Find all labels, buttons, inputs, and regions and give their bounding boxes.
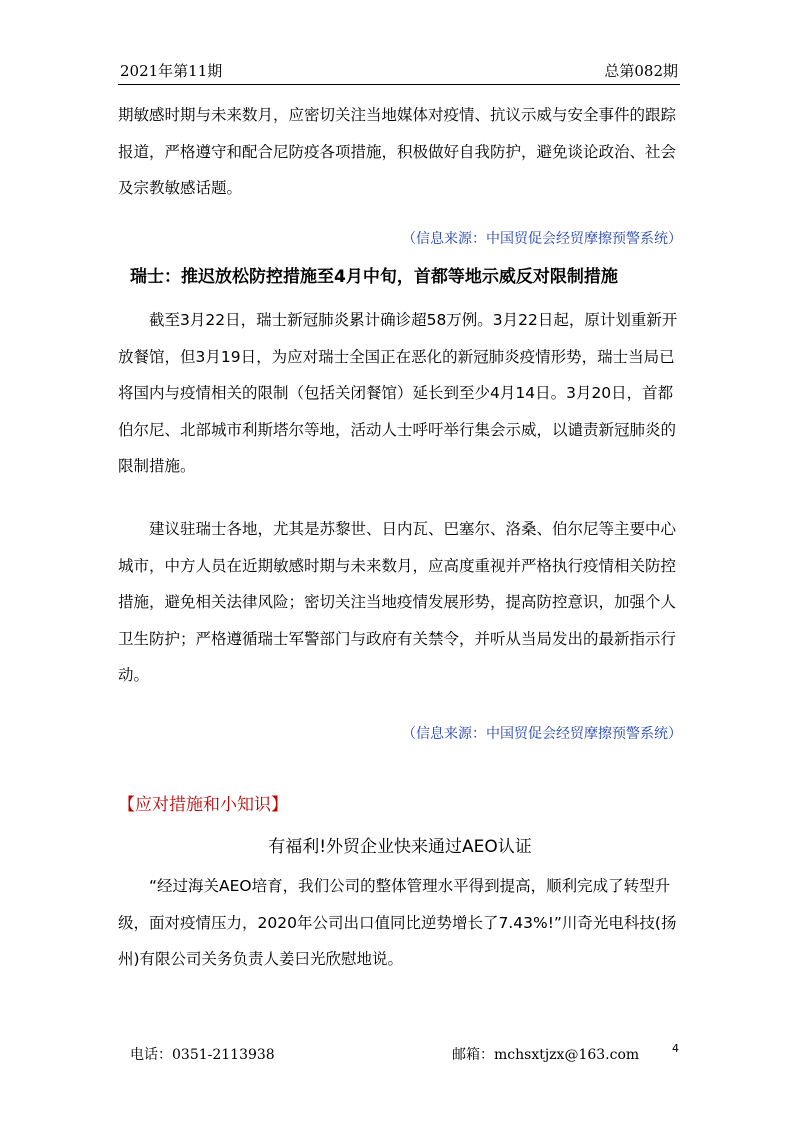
section-title-switzerland: 瑞士：推迟放松防控措施至4月中旬，首都等地示威反对限制措施 — [130, 267, 618, 287]
intro-paragraph: 期敏感时期与未来数月，应密切关注当地媒体对疫情、抗议示威与安全事件的跟踪报道，严格遵守和配合尼防疫各项措施，积极做好自我防护，避免谈论政治、社会及宗教敏感话题。 — [118, 106, 677, 197]
article-title: 有福利!外贸企业快来通过AEO认证 — [268, 837, 532, 857]
article-paragraph: “经过海关AEO培育，我们公司的整体管理水平得到提高，顺利完成了转型升级，面对疫情压力，2020年公司出口值同比逆势增长了7.43%!”川奇光电科技(扬州)有限公司关务负责人姜曰光欣慰地说。 — [118, 877, 677, 968]
page-header — [118, 58, 680, 85]
page-number: 4 — [672, 1042, 679, 1055]
source-note-1: （信息来源：中国贸促会经贸摩擦预警系统） — [402, 231, 682, 247]
swiss-paragraph-1: 截至3月22日，瑞士新冠肺炎累计确诊超58万例。3月22日起，原计划重新开放餐馆，但3月19日，为应对瑞士全国正在恶化的新冠肺炎疫情形势，瑞士当局已将国内与疫情相关的限制（包括关闭餐馆）延长到至少4月14日。3月20日，首都伯尔尼、北部城市利斯塔尔等地，活动人士呼吁举行集会示威，以谴责新冠肺炎的限制措施。 — [118, 311, 678, 475]
footer-phone: 电话：0351-2113938 — [130, 1047, 275, 1063]
total-issue-label: 总第082期 — [604, 62, 678, 80]
source-note-2: （信息来源：中国贸促会经贸摩擦预警系统） — [402, 726, 682, 742]
category-heading: 【应对措施和小知识】 — [118, 795, 288, 815]
issue-label: 2021年第11期 — [120, 62, 223, 80]
footer-email: 邮箱：mchsxtjzx@163.com — [452, 1047, 640, 1063]
swiss-paragraph-2: 建议驻瑞士各地，尤其是苏黎世、日内瓦、巴塞尔、洛桑、伯尔尼等主要中心城市，中方人员在近期敏感时期与未来数月，应高度重视并严格执行疫情相关防控措施，避免相关法律风险；密切关注当地疫情发展形势，提高防控意识，加强个人卫生防护；严格遵循瑞士军警部门与政府有关禁令，并听从当局发出的最新指示行动。 — [118, 520, 677, 684]
